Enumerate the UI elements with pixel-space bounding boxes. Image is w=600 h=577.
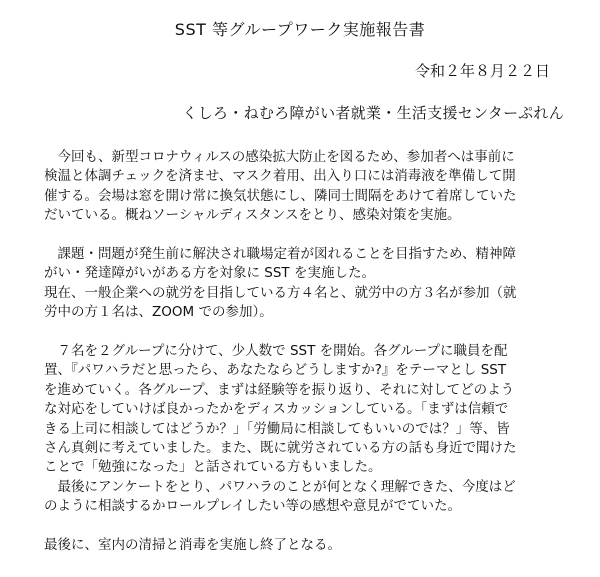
paragraph-questionnaire: 最後にアンケートをとり、パワハラのことが何となく理解できた、今度はど のように相談するかロールプレイしたい等の感想や意見がでていた。 <box>44 478 516 515</box>
report-date: 令和２年８月２２日 <box>414 62 550 80</box>
paragraph-participants: 課題・問題が発生前に解決され職場定着が図れることを目指すため、精神障 がい・発達障がいがある方を対象に SST を実施した。 現在、一般企業への就労を目指している方４名と、就労中の方３名が参加（就 労中の方１名は、ZOOM での参加）。 <box>44 246 517 321</box>
paragraph-group-work: ７名を２グループに分けて、少人数で SST を開始。各グループに職員を配 置、『パワハラだと思ったら、あなたならどうしますか?』をテーマとし SST を進めていく。各グループ、まずは経験等を振り返り、それに対してどのよう な対応をしていけば良かったかをディスカッションしている。「まずは信頼で きる上司に相談してはどうか？」「労働局に相談してもいいのでは？」等、皆 さん真剣に考えていました。また、既に就労されている方の話も身近で聞けた ことで「勉強になった」と話されている方もいました。 <box>44 343 517 476</box>
paragraph-infection-measures: 今回も、新型コロナウィルスの感染拡大防止を図るため、参加者へは事前に 検温と体調チェックを済ませ、マスク着用、出入り口には消毒液を準備して開 催する。会場は窓を開け常に換気状態にし、隣同士間隔をあけて着席していた だいている。概ねソーシャルディスタンスをとり、感染対策を実施。 <box>44 149 517 224</box>
paragraph-closing: 最後に、室内の清掃と消毒を実施し終了となる。 <box>44 537 341 554</box>
document-title: SST 等グループワーク実施報告書 <box>174 20 426 39</box>
organization-name: くしろ・ねむろ障がい者就業・生活支援センターぷれん <box>182 104 564 122</box>
report-body <box>44 148 570 575</box>
